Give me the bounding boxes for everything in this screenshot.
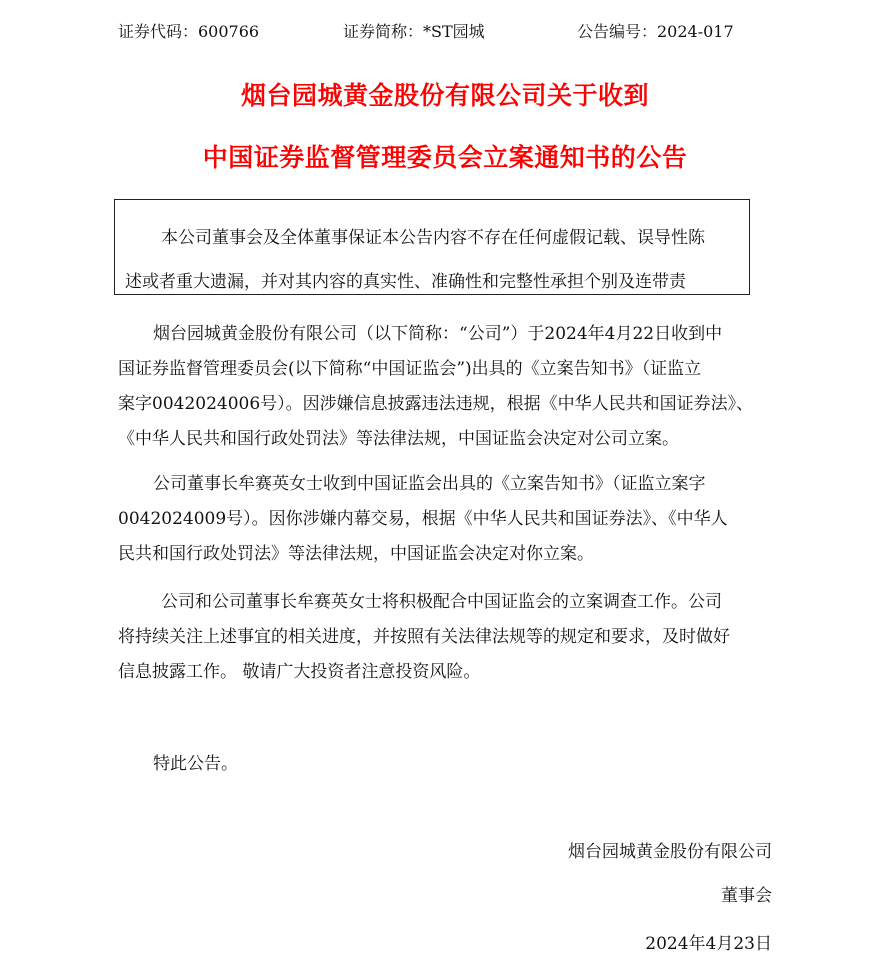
- paragraph-company-investigation: [118, 322, 753, 462]
- notice-box-line-2: 述或者重大遗漏，并对其内容的真实性、准确性和完整性承担个别及连带责: [125, 272, 686, 292]
- board-guarantee-notice-box: [114, 199, 750, 295]
- document-header: [0, 20, 890, 44]
- closing-statement: 特此公告。: [153, 754, 238, 774]
- paragraph-line: 公司和公司董事长牟赛英女士将积极配合中国证监会的立案调查工作。公司: [161, 592, 722, 612]
- notice-box-line-1: 本公司董事会及全体董事保证本公告内容不存在任何虚假记载、误导性陈: [161, 228, 705, 248]
- paragraph-line: 将持续关注上述事宜的相关进度，并按照有关法律法规等的规定和要求，及时做好: [118, 627, 730, 647]
- paragraph-line: 案字0042024006号）。因涉嫌信息披露违法违规，根据《中华人民共和国证券法》、: [118, 394, 754, 414]
- signature-board: 董事会: [721, 886, 772, 906]
- paragraph-line: 0042024009号）。因你涉嫌内幕交易，根据《中华人民共和国证券法》、《中华人: [118, 509, 728, 529]
- notice-number: 公告编号：2024-017: [577, 22, 734, 41]
- paragraph-line: 国证券监督管理委员会(以下简称“中国证监会”)出具的《立案告知书》（证监立: [118, 359, 702, 379]
- signature-company: 烟台园城黄金股份有限公司: [568, 842, 772, 862]
- document-title-line-1: 烟台园城黄金股份有限公司关于收到: [240, 81, 649, 110]
- paragraph-line: 公司董事长牟赛英女士收到中国证监会出具的《立案告知书》（证监立案字: [153, 474, 706, 494]
- signature-date: 2024年4月23日: [645, 934, 772, 954]
- stock-code: 证券代码：600766: [118, 22, 260, 41]
- paragraph-chairman-investigation: [118, 472, 728, 577]
- paragraph-line: 《中华人民共和国行政处罚法》等法律法规，中国证监会决定对公司立案。: [118, 429, 679, 449]
- document-title-line-2: 中国证券监督管理委员会立案通知书的公告: [202, 143, 688, 172]
- stock-name: 证券简称：*ST园城: [343, 22, 485, 41]
- paragraph-line: 烟台园城黄金股份有限公司（以下简称：“公司”）于2024年4月22日收到中: [153, 324, 723, 344]
- paragraph-line: 信息披露工作。 敬请广大投资者注意投资风险。: [118, 662, 481, 682]
- paragraph-cooperation: [118, 590, 730, 695]
- paragraph-line: 民共和国行政处罚法》等法律法规，中国证监会决定对你立案。: [118, 544, 594, 564]
